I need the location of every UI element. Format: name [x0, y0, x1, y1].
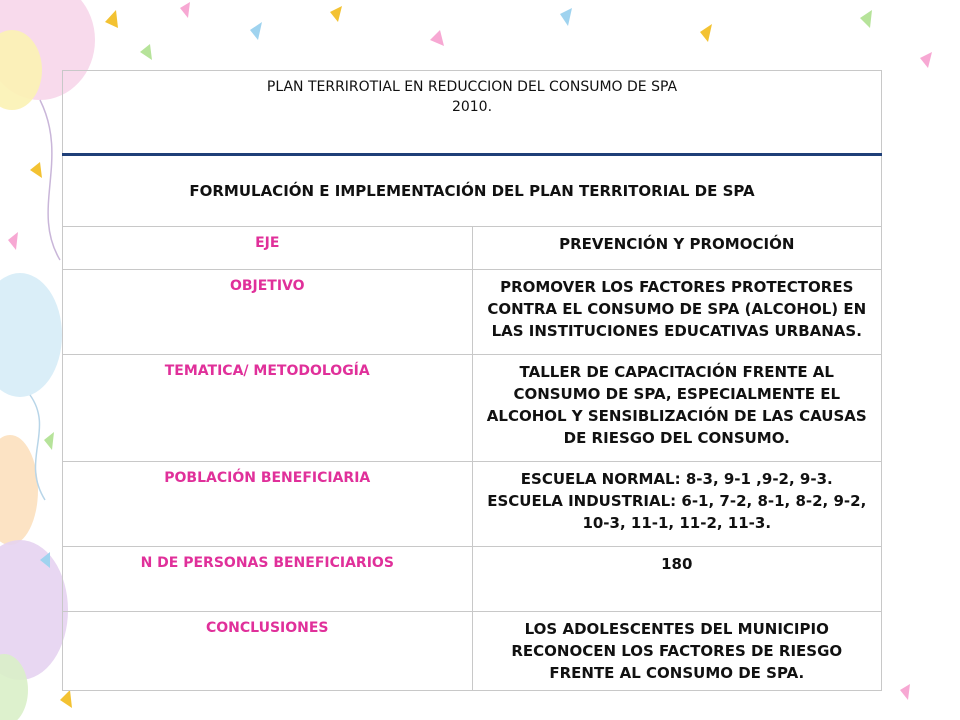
row-label-objetivo: OBJETIVO	[63, 270, 473, 355]
confetti	[30, 162, 42, 178]
row-label-personas: N DE PERSONAS BENEFICIARIOS	[63, 547, 473, 612]
table-row-tematica	[63, 355, 882, 462]
confetti	[8, 232, 18, 250]
row-label-conclusiones: CONCLUSIONES	[63, 612, 473, 691]
row-value-poblacion	[472, 462, 882, 547]
confetti	[920, 52, 932, 68]
slide-title-line2: 2010.	[451, 99, 493, 115]
confetti	[105, 10, 118, 28]
poblacion-line-normal: ESCUELA NORMAL: 8-3, 9-1 ,9-2, 9-3.	[520, 470, 833, 488]
confetti	[180, 2, 190, 18]
balloon-string	[40, 100, 60, 260]
confetti	[860, 10, 872, 28]
table-row-objetivo	[63, 270, 882, 355]
slide-title-line1: PLAN TERRIROTIAL EN REDUCCION DEL CONSUMO DE SPA	[266, 79, 678, 95]
confetti	[330, 6, 342, 22]
confetti	[250, 22, 262, 40]
confetti	[900, 684, 910, 700]
balloon-blue-mid	[0, 273, 62, 397]
table-row-eje	[63, 227, 882, 270]
row-label-eje: EJE	[63, 227, 473, 270]
row-value-objetivo: PROMOVER LOS FACTORES PROTECTORES CONTRA EL CONSUMO DE SPA (ALCOHOL) EN LAS INSTITUCIONES EDUCATIVAS URBANAS.	[472, 270, 882, 355]
confetti	[560, 8, 572, 26]
row-value-tematica: TALLER DE CAPACITACIÓN FRENTE AL CONSUMO DE SPA, ESPECIALMENTE EL ALCOHOL Y SENSIBLIZACIÓN DE LAS CAUSAS DE RIESGO DEL CONSUMO.	[472, 355, 882, 462]
poblacion-line-industrial: ESCUELA INDUSTRIAL: 6-1, 7-2, 8-1, 8-2, 9-2, 10-3, 11-1, 11-2, 11-3.	[487, 492, 867, 532]
subtitle-row	[63, 155, 882, 227]
row-value-eje: PREVENCIÓN Y PROMOCIÓN	[472, 227, 882, 270]
title-row	[63, 71, 882, 155]
confetti	[700, 24, 712, 42]
slide-title	[63, 71, 882, 155]
confetti	[60, 690, 72, 708]
balloon-orange-low	[0, 435, 38, 545]
confetti	[44, 432, 54, 450]
confetti	[430, 30, 444, 46]
row-value-conclusiones: LOS ADOLESCENTES DEL MUNICIPIO RECONOCEN LOS FACTORES DE RIESGO FRENTE AL CONSUMO DE SPA.	[472, 612, 882, 691]
row-value-personas: 180	[472, 547, 882, 612]
table-row-conclusiones	[63, 612, 882, 691]
row-label-poblacion: POBLACIÓN BENEFICIARIA	[63, 462, 473, 547]
table-row-personas	[63, 547, 882, 612]
plan-table	[62, 70, 882, 691]
slide-subtitle: FORMULACIÓN E IMPLEMENTACIÓN DEL PLAN TERRITORIAL DE SPA	[63, 155, 882, 227]
table-row-poblacion	[63, 462, 882, 547]
row-label-tematica: TEMATICA/ METODOLOGÍA	[63, 355, 473, 462]
confetti	[140, 44, 152, 60]
